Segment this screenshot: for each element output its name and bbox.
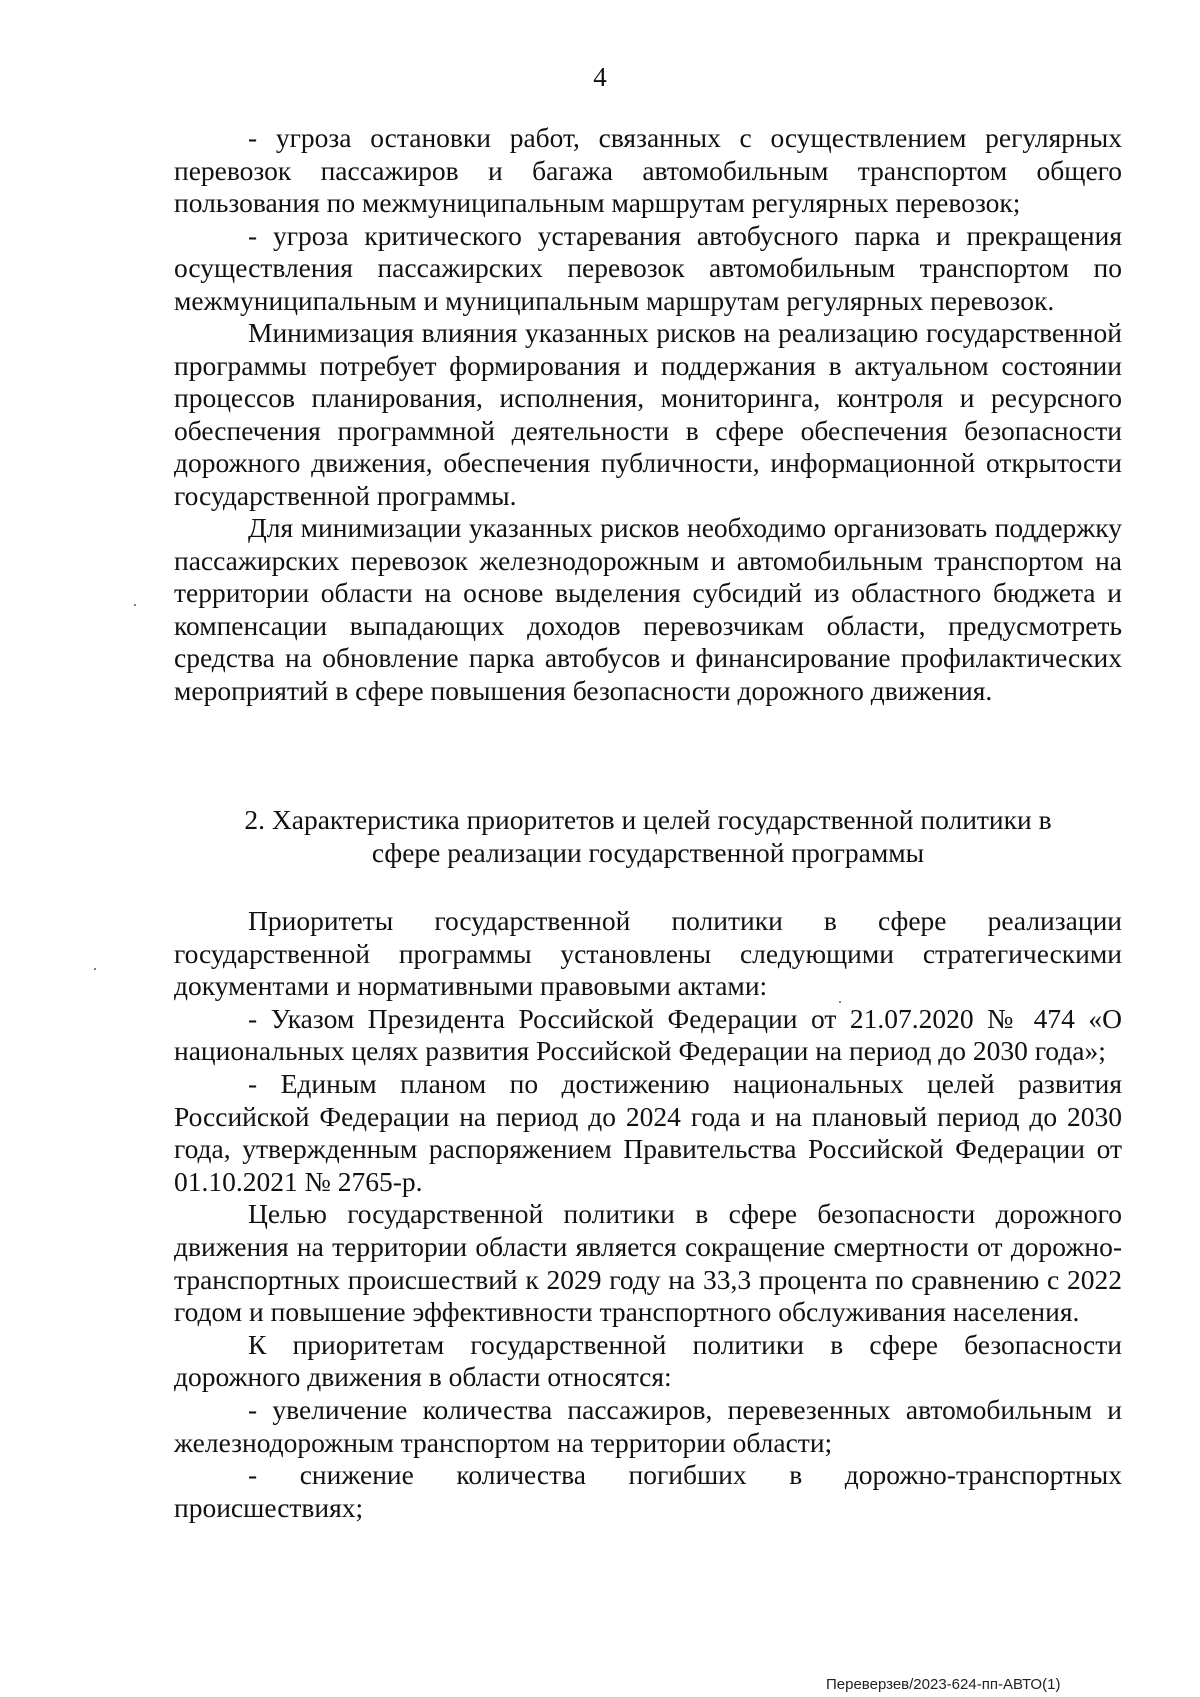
paragraph-presidential-decree: - Указом Президента Российской Федерации от 21.07.2020 № 474 «О национальных целях развития Российской Федерации на период до 2030 года»; [174,1002,1122,1067]
paragraph-risk-minimization: Минимизация влияния указанных рисков на реализацию государственной программы потребует формирования и поддержания в актуальном состоянии процессов планирования, исполнения, мониторинга, контроля и ресурсного обеспечения программной деятельности в сфере обеспечения безопасности дорожного движения, обеспечения публичности, информационной открытости государственной программы. [174,317,1122,511]
section-heading-line-2: сфере реализации государственной программы [371,837,925,868]
page-number: 4 [593,62,607,92]
body-text-top [174,122,1122,707]
scan-speck [839,1001,841,1003]
paragraph-risk-stop-works: - угроза остановки работ, связанных с осуществлением регулярных перевозок пассажиров и багажа автомобильным транспортом общего пользования по межмуниципальным маршрутам регулярных перевозок; [174,122,1122,218]
section-heading [174,803,1122,869]
paragraph-risk-measures: Для минимизации указанных рисков необходимо организовать поддержку пассажирских перевозок железнодорожным и автомобильным транспортом на территории области на основе выделения субсидий из областного бюджета и компенсации выпадающих доходов перевозчикам области, предусмотреть средства на обновление парка автобусов и финансирование профилактических мероприятий в сфере повышения безопасности дорожного движения. [174,512,1122,706]
footer-document-reference: Переверзев/2023-624-пп-АВТО(1) [826,1676,1061,1693]
scan-speck [94,968,96,970]
paragraph-priorities-intro: Приоритеты государственной политики в сфере реализации государственной программы установлены следующими стратегическими документами и нормативными правовыми актами: [174,905,1122,1002]
paragraph-unified-plan: - Единым планом по достижению национальных целей развития Российской Федерации на период до 2024 года и на плановый период до 2030 года, утвержденным распоряжением Правительства Российской Федерации от 01.10.2021 № 2765-р. [174,1067,1122,1197]
paragraph-risk-bus-fleet: - угроза критического устаревания автобусного парка и прекращения осуществления пассажирских перевозок автомобильным транспортом по межмуниципальным и муниципальным маршрутам регулярных перевозок. [174,219,1122,316]
scan-speck [134,604,136,606]
body-text-bottom [174,905,1122,1524]
list-item-fatalities: - снижение количества погибших в дорожно-транспортных происшествиях; [174,1459,1122,1523]
section-heading-line-1: 2. Характеристика приоритетов и целей государственной политики в [244,804,1052,835]
paragraph-priorities-list-intro: К приоритетам государственной политики в сфере безопасности дорожного движения в области относятся: [174,1328,1122,1393]
list-item-passengers: - увеличение количества пассажиров, перевезенных автомобильным и железнодорожным транспортом на территории области; [174,1393,1122,1458]
paragraph-policy-goal: Целью государственной политики в сфере безопасности дорожного движения на территории области является сокращение смертности от дорожно-транспортных происшествий к 2029 году на 33,3 процента по сравнению с 2022 годом и повышение эффективности транспортного обслуживания населения. [174,1198,1122,1328]
